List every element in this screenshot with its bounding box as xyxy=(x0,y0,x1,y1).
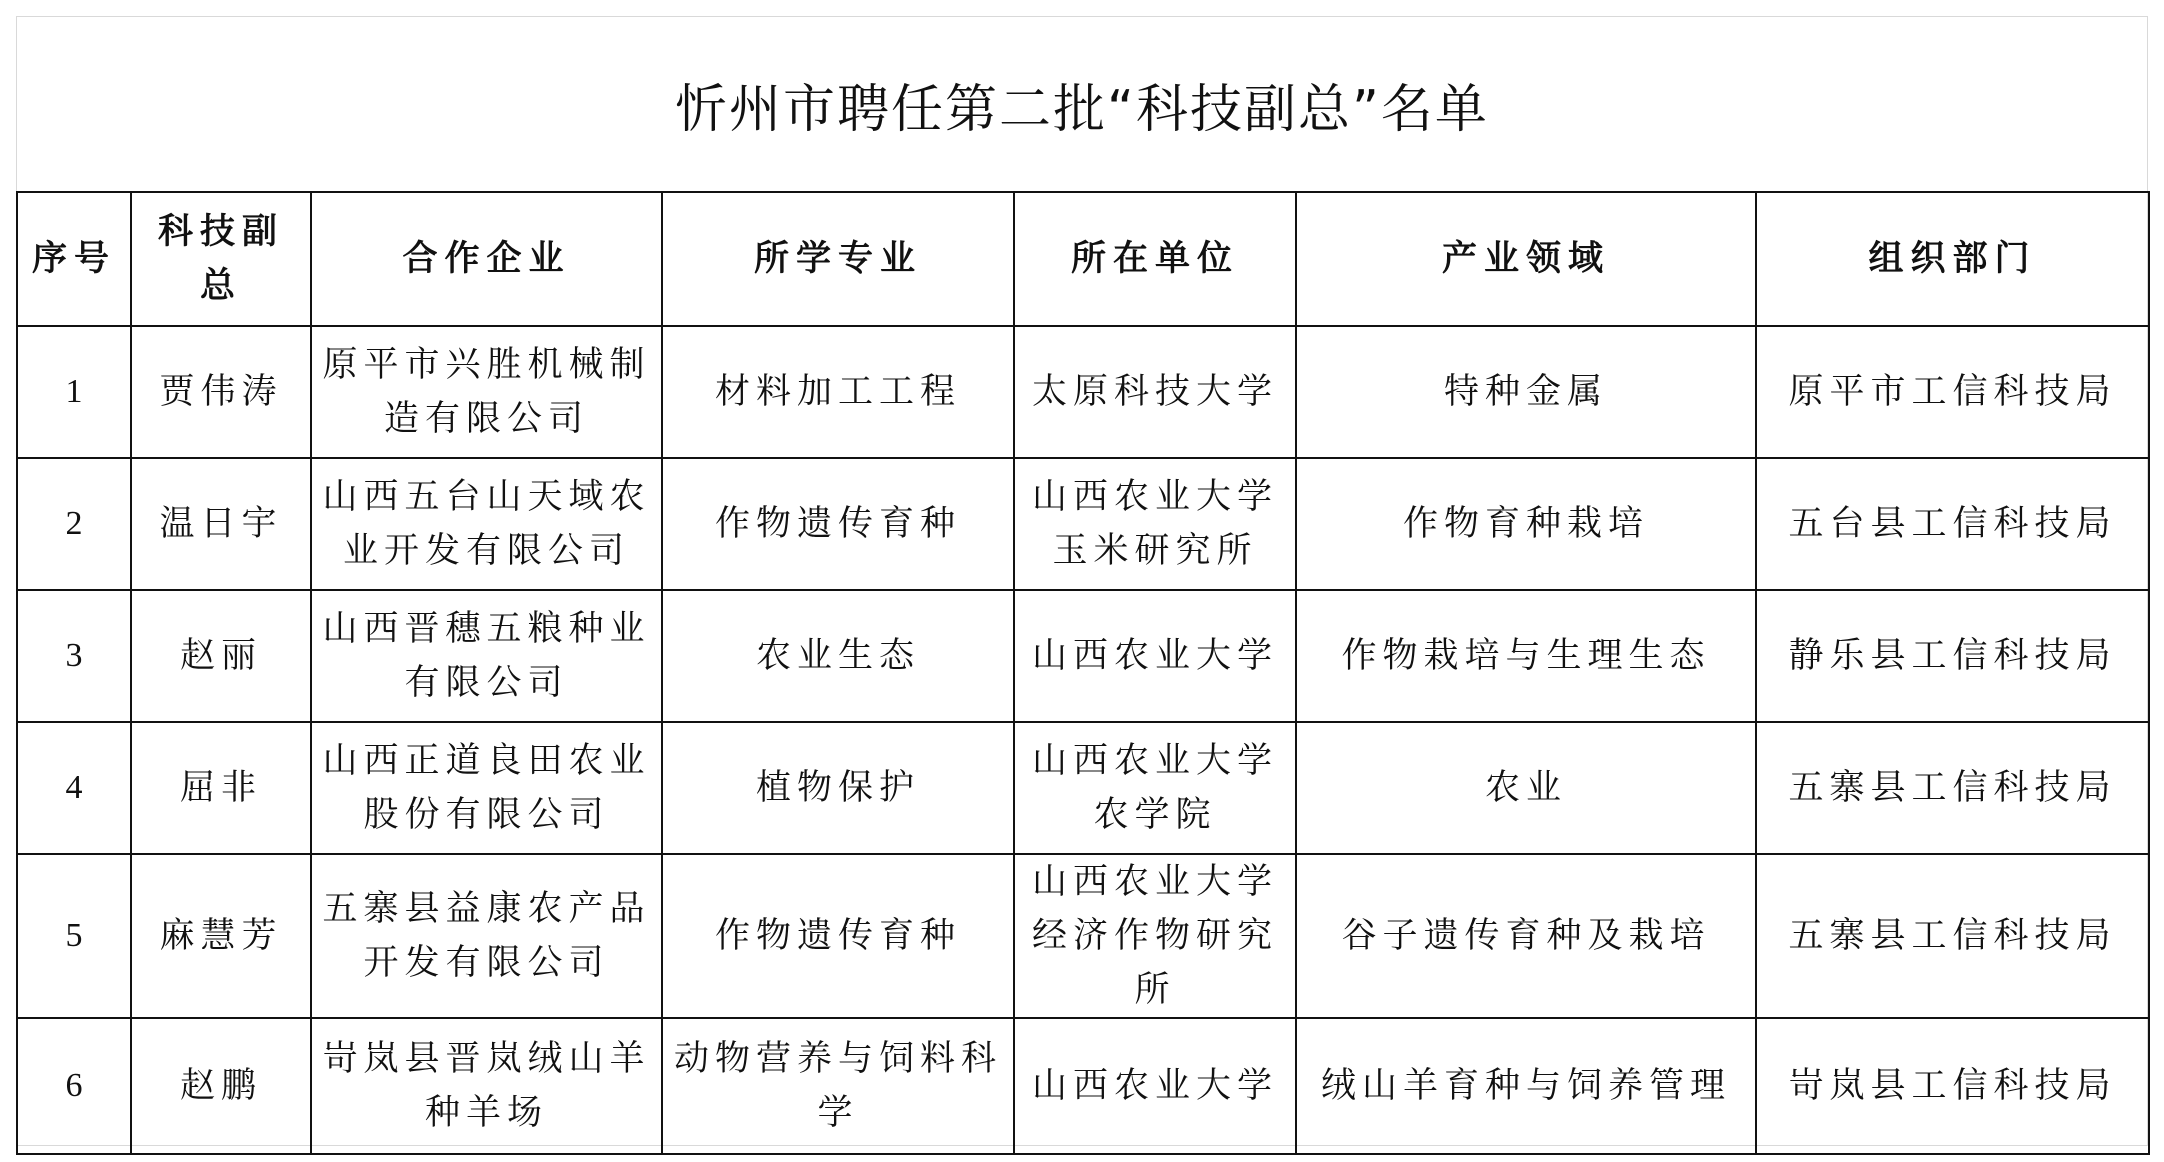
cell-company-line: 种羊场 xyxy=(424,1093,548,1133)
header-major[interactable]: 所学专业 xyxy=(662,192,1014,326)
cell-name[interactable]: 麻慧芳 xyxy=(131,854,311,1018)
cell-unit[interactable] xyxy=(1014,722,1296,854)
cell-unit[interactable] xyxy=(1014,326,1296,458)
cell-company-line: 山西五台山天域农 xyxy=(322,477,651,517)
cell-company[interactable] xyxy=(311,722,662,854)
cell-field[interactable]: 作物栽培与生理生态 xyxy=(1296,590,1756,722)
cell-field[interactable]: 农业 xyxy=(1296,722,1756,854)
cell-field[interactable]: 特种金属 xyxy=(1296,326,1756,458)
page-title: 忻州市聘任第二批“科技副总”名单 xyxy=(675,79,1489,140)
table-row xyxy=(17,590,2149,722)
cell-dept[interactable]: 原平市工信科技局 xyxy=(1756,326,2149,458)
header-field[interactable]: 产业领域 xyxy=(1296,192,1756,326)
cell-company-line: 原平市兴胜机械制 xyxy=(322,345,651,385)
roster-table xyxy=(16,191,2150,1155)
cell-company[interactable] xyxy=(311,854,662,1018)
cell-dept[interactable]: 五寨县工信科技局 xyxy=(1756,854,2149,1018)
cell-unit[interactable] xyxy=(1014,1018,1296,1154)
cell-company-line: 有限公司 xyxy=(404,663,569,703)
cell-unit-line: 山西农业大学 xyxy=(1031,741,1278,781)
cell-company[interactable] xyxy=(311,326,662,458)
cell-dept[interactable]: 岢岚县工信科技局 xyxy=(1756,1018,2149,1154)
cell-company-line: 五寨县益康农产品 xyxy=(322,889,651,929)
cell-unit-line: 山西农业大学 xyxy=(1031,636,1278,676)
cell-unit[interactable] xyxy=(1014,854,1296,1018)
cell-field[interactable]: 作物育种栽培 xyxy=(1296,458,1756,590)
cell-name[interactable]: 赵鹏 xyxy=(131,1018,311,1154)
header-dept[interactable]: 组织部门 xyxy=(1756,192,2149,326)
table-row xyxy=(17,1018,2149,1154)
cell-unit[interactable] xyxy=(1014,458,1296,590)
cell-unit-line: 经济作物研究所 xyxy=(1031,916,1278,1010)
cell-seq[interactable]: 5 xyxy=(17,854,131,1018)
cell-major[interactable]: 作物遗传育种 xyxy=(662,458,1014,590)
table-row xyxy=(17,458,2149,590)
cell-unit-line: 山西农业大学 xyxy=(1031,1066,1278,1106)
cell-company-line: 开发有限公司 xyxy=(363,943,610,983)
cell-company-line: 山西晋穗五粮种业 xyxy=(322,609,651,649)
cell-unit-line: 农学院 xyxy=(1093,795,1217,835)
table-row xyxy=(17,722,2149,854)
cell-seq[interactable]: 3 xyxy=(17,590,131,722)
cell-company[interactable] xyxy=(311,458,662,590)
cell-unit[interactable] xyxy=(1014,590,1296,722)
cell-seq[interactable]: 2 xyxy=(17,458,131,590)
cell-name[interactable]: 贾伟涛 xyxy=(131,326,311,458)
header-name[interactable]: 科技副总 xyxy=(131,192,311,326)
cell-name[interactable]: 赵丽 xyxy=(131,590,311,722)
cell-major[interactable]: 材料加工工程 xyxy=(662,326,1014,458)
table-row xyxy=(17,326,2149,458)
cell-unit-line: 山西农业大学 xyxy=(1031,862,1278,902)
cell-seq[interactable]: 1 xyxy=(17,326,131,458)
cell-name[interactable]: 温日宇 xyxy=(131,458,311,590)
cell-major[interactable]: 农业生态 xyxy=(662,590,1014,722)
header-row xyxy=(17,192,2149,326)
cell-unit-line: 山西农业大学 xyxy=(1031,477,1278,517)
cell-dept[interactable]: 五台县工信科技局 xyxy=(1756,458,2149,590)
cell-major[interactable]: 作物遗传育种 xyxy=(662,854,1014,1018)
header-unit[interactable]: 所在单位 xyxy=(1014,192,1296,326)
table-row xyxy=(17,854,2149,1018)
cell-company-line: 业开发有限公司 xyxy=(342,531,630,571)
header-company[interactable]: 合作企业 xyxy=(311,192,662,326)
cell-company-line: 造有限公司 xyxy=(383,399,589,439)
cell-field[interactable]: 谷子遗传育种及栽培 xyxy=(1296,854,1756,1018)
cell-company[interactable] xyxy=(311,1018,662,1154)
cell-company-line: 股份有限公司 xyxy=(363,795,610,835)
cell-name[interactable]: 屈非 xyxy=(131,722,311,854)
header-seq[interactable]: 序号 xyxy=(17,192,131,326)
cell-unit-line: 玉米研究所 xyxy=(1052,531,1258,571)
cell-unit-line: 太原科技大学 xyxy=(1031,372,1278,412)
cell-company-line: 山西正道良田农业 xyxy=(322,741,651,781)
cell-major[interactable]: 动物营养与饲料科学 xyxy=(662,1018,1014,1154)
cell-seq[interactable]: 6 xyxy=(17,1018,131,1154)
cell-company-line: 岢岚县晋岚绒山羊 xyxy=(322,1039,651,1079)
cell-company[interactable] xyxy=(311,590,662,722)
cell-field[interactable]: 绒山羊育种与饲养管理 xyxy=(1296,1018,1756,1154)
cell-seq[interactable]: 4 xyxy=(17,722,131,854)
cell-major[interactable]: 植物保护 xyxy=(662,722,1014,854)
cell-dept[interactable]: 静乐县工信科技局 xyxy=(1756,590,2149,722)
cell-dept[interactable]: 五寨县工信科技局 xyxy=(1756,722,2149,854)
